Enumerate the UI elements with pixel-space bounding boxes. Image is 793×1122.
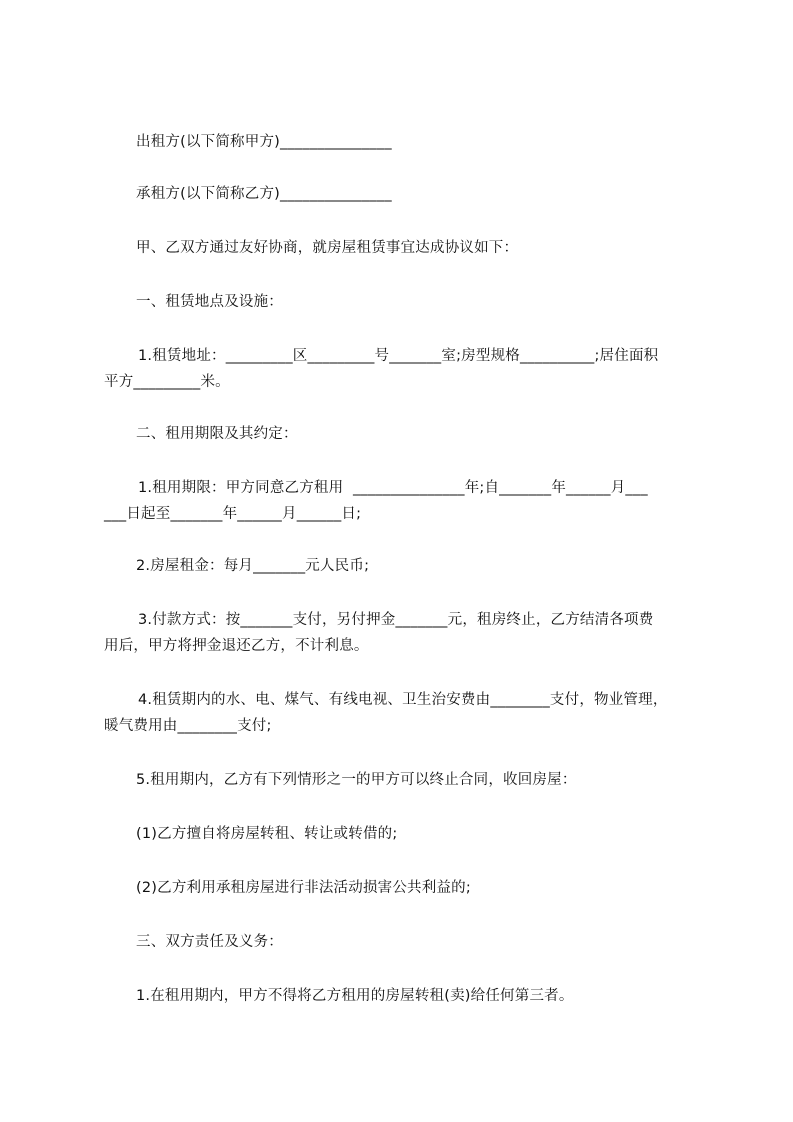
monthly-rent-line: 2.房屋租金：每月_______元人民币; xyxy=(136,558,370,574)
rental-term-line-2: ___日起至_______年______月______日; xyxy=(104,506,362,522)
agreement-intro: 甲、乙双方通过友好协商，就房屋租赁事宜达成协议如下： xyxy=(136,240,519,256)
section-1-heading: 一、租赁地点及设施： xyxy=(136,294,283,310)
lessee-line: 承租方(以下简称乙方)_______________ xyxy=(136,186,392,202)
rental-address-line-2: 平方_________米。 xyxy=(104,374,230,390)
payment-method-line-2: 用后，甲方将押金退还乙方，不计利息。 xyxy=(104,638,369,654)
duty-1-line: 1.在租用期内，甲方不得将乙方租用的房屋转租(卖)给任何第三者。 xyxy=(136,988,574,1004)
termination-conditions: 5.租用期内，乙方有下列情形之一的甲方可以终止合同，收回房屋： xyxy=(136,772,577,788)
utility-fees-line-1: 4.租赁期内的水、电、煤气、有线电视、卫生治安费由________支付，物业管理， xyxy=(138,692,668,708)
condition-2: (2)乙方利用承租房屋进行非法活动损害公共利益的; xyxy=(136,880,471,896)
lessor-line: 出租方(以下简称甲方)_______________ xyxy=(136,134,392,150)
payment-method-line-1: 3.付款方式：按_______支付，另付押金_______元，租房终止，乙方结清各项费 xyxy=(138,612,654,628)
utility-fees-line-2: 暖气费用由________支付; xyxy=(104,718,272,734)
condition-1: (1)乙方擅自将房屋转租、转让或转借的; xyxy=(136,826,398,842)
rental-address-line-1: 1.租赁地址：_________区_________号_______室;房型规格__________;居住面积 xyxy=(138,348,659,364)
section-2-heading: 二、租用期限及其约定： xyxy=(136,426,298,442)
section-3-heading: 三、双方责任及义务： xyxy=(136,934,283,950)
rental-term-line-1: 1.租用期限：甲方同意乙方租用 _______________年;自_______年______月___ xyxy=(138,480,648,496)
